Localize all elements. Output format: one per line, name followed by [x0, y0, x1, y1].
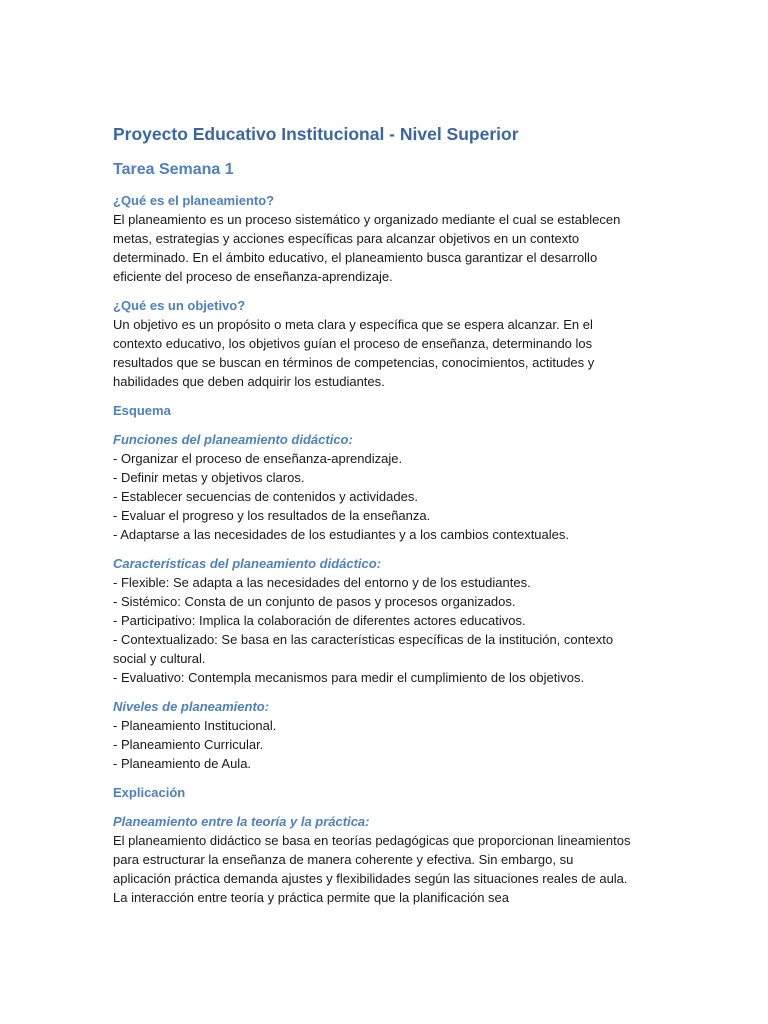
list-item: - Planeamiento de Aula.	[113, 756, 252, 771]
list-item: - Evaluar el progreso y los resultados de la enseñanza.	[113, 508, 431, 523]
list-caracteristicas	[113, 573, 768, 687]
section-caracteristicas	[113, 554, 768, 687]
document-title: Proyecto Educativo Institucional - Nivel Superior	[113, 124, 519, 144]
paragraph-objetivo: Un objetivo es un propósito o meta clara y específica que se espera alcanzar. En el contexto educativo, los objetivos guían el proceso de enseñanza, determinando los resultados que se buscan en términos de competencias, conocimientos, actitudes y habilidades que deben adquirir los estudiantes.	[113, 317, 595, 389]
list-item: - Participativo: Implica la colaboración de diferentes actores educativos.	[113, 613, 526, 628]
section-teoria-practica	[113, 812, 768, 907]
subheading-niveles: Niveles de planeamiento:	[113, 699, 270, 714]
list-item: - Sistémico: Consta de un conjunto de pasos y procesos organizados.	[113, 594, 516, 609]
section-niveles	[113, 697, 768, 773]
section-heading-planeamiento: ¿Qué es el planeamiento?	[113, 193, 275, 208]
list-funciones	[113, 449, 768, 544]
subheading-caracteristicas: Características del planeamiento didáctico:	[113, 556, 382, 571]
section-planeamiento	[113, 191, 768, 286]
section-esquema	[113, 401, 768, 420]
section-explicacion	[113, 783, 768, 802]
list-item: - Establecer secuencias de contenidos y actividades.	[113, 489, 418, 504]
list-item: - Organizar el proceso de enseñanza-aprendizaje.	[113, 451, 403, 466]
list-item: - Definir metas y objetivos claros.	[113, 470, 305, 485]
paragraph-planeamiento: El planeamiento es un proceso sistemático y organizado mediante el cual se establecen metas, estrategias y acciones específicas para alcanzar objetivos en un contexto determinado. En el ámbito educativo, el planeamiento busca garantizar el desarrollo eficiente del proceso de enseñanza-aprendizaje.	[113, 212, 621, 284]
list-niveles	[113, 716, 768, 773]
list-item: - Adaptarse a las necesidades de los estudiantes y a los cambios contextuales.	[113, 527, 569, 542]
section-heading-explicacion: Explicación	[113, 785, 186, 800]
section-funciones	[113, 430, 768, 544]
list-item: - Contextualizado: Se basa en las características específicas de la institución, contexto social y cultural.	[113, 632, 614, 666]
list-item: - Planeamiento Curricular.	[113, 737, 264, 752]
section-objetivo	[113, 296, 768, 391]
list-item: - Flexible: Se adapta a las necesidades del entorno y de los estudiantes.	[113, 575, 531, 590]
list-item: - Planeamiento Institucional.	[113, 718, 277, 733]
subheading-teoria-practica: Planeamiento entre la teoría y la práctica:	[113, 814, 370, 829]
paragraph-teoria-practica: El planeamiento didáctico se basa en teorías pedagógicas que proporcionan lineamientos para estructurar la enseñanza de manera coherente y efectiva. Sin embargo, su aplicación práctica demanda ajustes y flexibilidades según las situaciones reales de aula. La interacción entre teoría y práctica permite que la planificación sea	[113, 833, 631, 905]
subheading-funciones: Funciones del planeamiento didáctico:	[113, 432, 353, 447]
section-heading-objetivo: ¿Qué es un objetivo?	[113, 298, 246, 313]
section-heading-esquema: Esquema	[113, 403, 171, 418]
list-item: - Evaluativo: Contempla mecanismos para medir el cumplimiento de los objetivos.	[113, 670, 585, 685]
document-subtitle: Tarea Semana 1	[113, 161, 234, 178]
